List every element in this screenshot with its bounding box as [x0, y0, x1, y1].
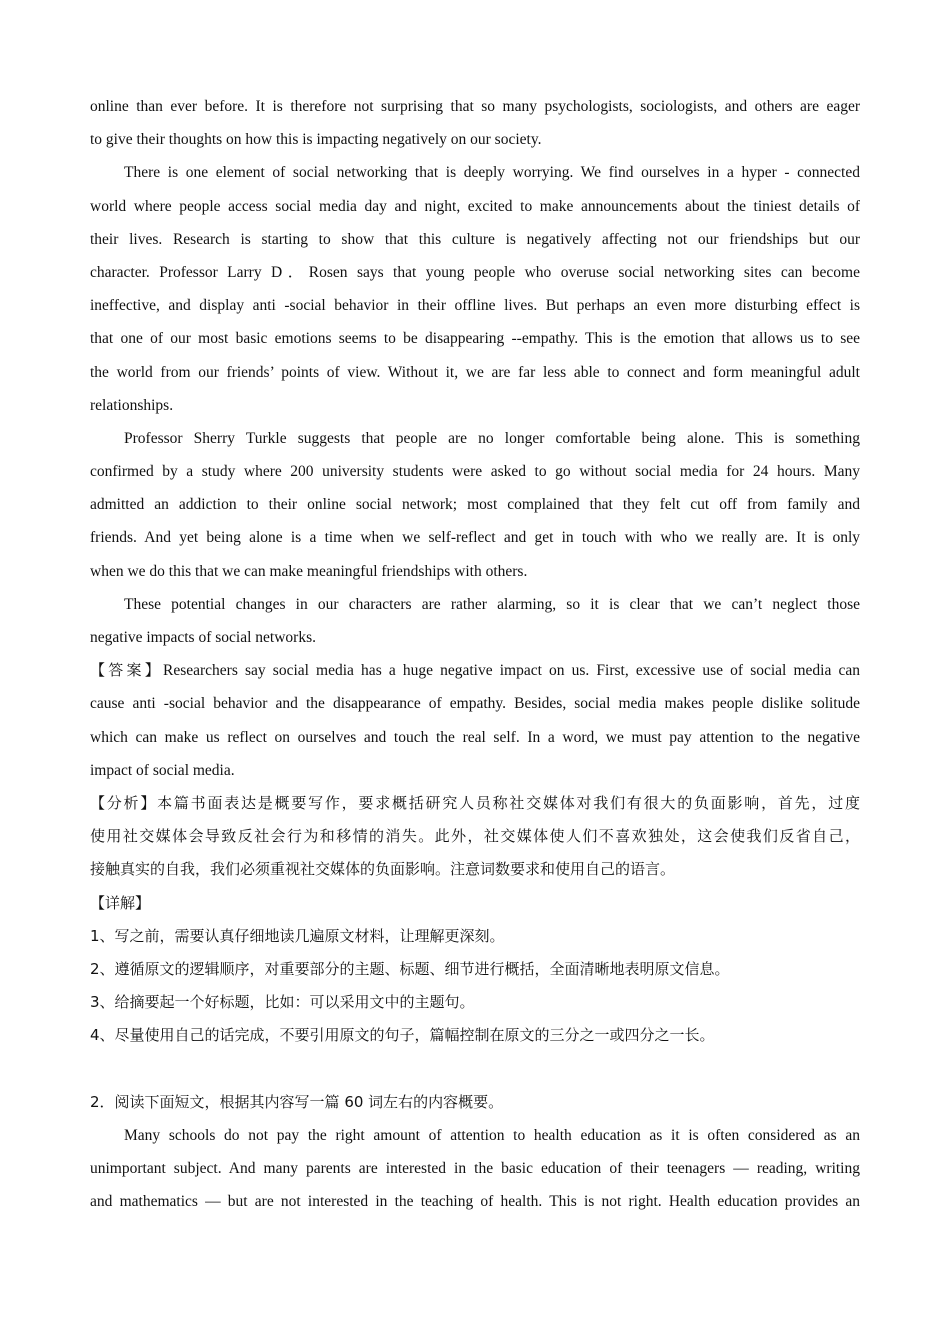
question-prompt: 2．阅读下面短文，根据其内容写一篇 60 词左右的内容概要。	[90, 1092, 504, 1111]
answer-line	[90, 654, 860, 687]
details-item: 4、尽量使用自己的话完成，不要引用原文的句子，篇幅控制在原文的三分之一或四分之一长。	[90, 1026, 715, 1045]
document-page	[90, 90, 860, 1218]
passage-line: ineffective, and display anti -social behavior in their offline lives. But perhaps an even more disturbing effect is	[90, 297, 860, 315]
passage-line: There is one element of social networking that is deeply worrying. We find ourselves in a hyper - connected	[124, 164, 860, 182]
passage-line: that one of our most basic emotions seems to be disappearing --empathy. This is the emotion that allows us to see	[90, 330, 860, 348]
analysis-text: 本篇书面表达是概要写作，要求概括研究人员称社交媒体对我们有很大的负面影响，首先，过度	[157, 793, 860, 812]
question-passage-line: and mathematics — but are not interested in the teaching of health. This is not right. Health education provides an	[90, 1193, 860, 1211]
answer-label: 【答案】	[90, 661, 163, 680]
passage-line: world where people access social media day and night, excited to make announcements about the tiniest details of	[90, 197, 860, 215]
passage-line: negative impacts of social networks.	[90, 629, 316, 646]
question-passage-line: unimportant subject. And many parents are interested in the basic education of their teenagers — reading, writing	[90, 1160, 860, 1177]
passage-line: when we do this that we can make meaningful friendships with others.	[90, 562, 528, 580]
details-label: 【详解】	[90, 893, 151, 912]
passage-line: relationships.	[90, 396, 174, 414]
question-passage-line: Many schools do not pay the right amount of attention to health education as it is often considered as an	[124, 1126, 860, 1144]
passage-line: confirmed by a study where 200 university students were asked to go without social media for 24 hours. Many	[90, 463, 860, 481]
spacer	[90, 1052, 860, 1085]
passage-line: character. Professor Larry D．Rosen says that young people who overuse social networking sites can become	[90, 263, 860, 281]
answer-text: Researchers say social media has a huge negative impact on us. First, excessive use of social media can	[163, 662, 860, 680]
passage-line: the world from our friends’ points of view. Without it, we are far less able to connect and form meaningful adult	[90, 363, 860, 381]
passage-line: to give their thoughts on how this is impacting negatively on our society.	[90, 131, 542, 149]
passage-line: Professor Sherry Turkle suggests that people are no longer comfortable being alone. This is something	[124, 429, 860, 447]
passage-line: friends. And yet being alone is a time when we self-reflect and get in touch with who we really are. It is only	[90, 529, 860, 547]
passage-line: admitted an addiction to their online social network; most complained that they felt cut off from family and	[90, 496, 860, 514]
passage-line: online than ever before. It is therefore not surprising that so many psychologists, sociologists, and others are eager	[90, 98, 860, 115]
answer-line: impact of social media.	[90, 761, 235, 779]
details-item: 1、写之前，需要认真仔细地读几遍原文材料，让理解更深刻。	[90, 926, 505, 945]
answer-line: cause anti -social behavior and the disappearance of empathy. Besides, social media makes people dislike solitude	[90, 695, 860, 713]
passage-line: their lives. Research is starting to show that this culture is negatively affecting not our friendships but our	[90, 230, 860, 248]
details-item: 3、给摘要起一个好标题，比如：可以采用文中的主题句。	[90, 993, 475, 1012]
analysis-line: 接触真实的自我，我们必须重视社交媒体的负面影响。注意词数要求和使用自己的语言。	[90, 860, 676, 879]
passage-line: These potential changes in our characters are rather alarming, so it is clear that we can’t neglect those	[124, 595, 860, 613]
analysis-label: 【分析】	[90, 793, 158, 812]
analysis-line: 使用社交媒体会导致反社会行为和移情的消失。此外，社交媒体使人们不喜欢独处，这会使我们反省自己，	[90, 827, 860, 846]
answer-line: which can make us reflect on ourselves and touch the real self. In a word, we must pay attention to the negative	[90, 728, 860, 746]
details-item: 2、遵循原文的逻辑顺序，对重要部分的主题、标题、细节进行概括，全面清晰地表明原文信息。	[90, 959, 730, 978]
analysis-line	[90, 787, 860, 820]
